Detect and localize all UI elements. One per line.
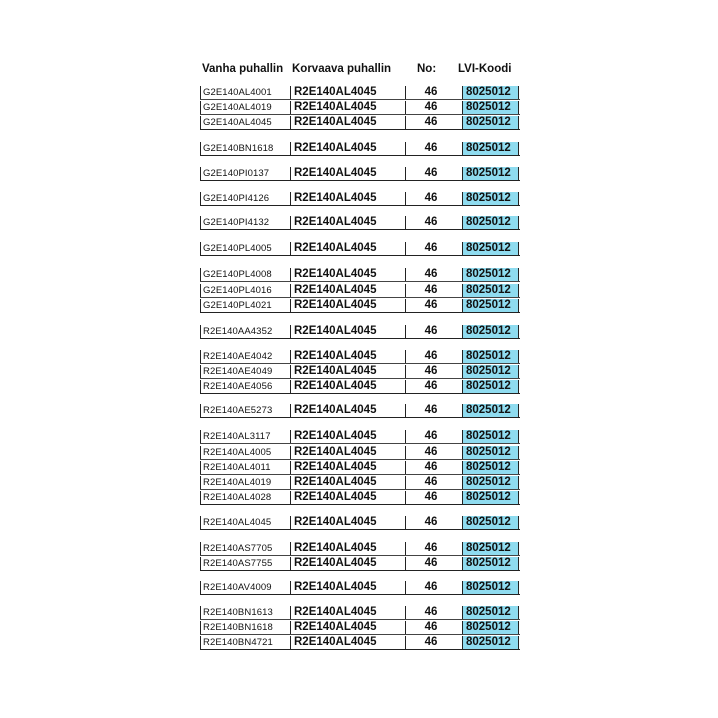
old-fan-cell: R2E140AL4019	[200, 476, 291, 489]
row-divider	[200, 180, 520, 181]
table-row	[0, 86, 718, 100]
row-divider	[200, 338, 520, 339]
old-fan-cell: R2E140AE4056	[200, 380, 291, 393]
old-fan-cell: G2E140AL4019	[200, 101, 291, 114]
old-fan-cell: G2E140PL4021	[200, 299, 291, 312]
table-row	[0, 350, 718, 364]
row-divider	[200, 529, 520, 530]
lvi-code-cell: 8025012	[462, 491, 519, 504]
lvi-code-cell: 8025012	[462, 380, 519, 393]
lvi-code-cell: 8025012	[462, 192, 519, 205]
header-no: No:	[417, 63, 437, 75]
table-row	[0, 542, 718, 556]
lvi-code-cell: 8025012	[462, 557, 519, 570]
lvi-code-cell: 8025012	[462, 636, 519, 649]
old-fan-cell: G2E140PI4132	[200, 216, 291, 229]
lvi-code-cell: 8025012	[462, 299, 519, 312]
lvi-code-cell: 8025012	[462, 476, 519, 489]
row-divider	[200, 570, 520, 571]
no-cell: 46	[405, 461, 456, 474]
replacement-fan-cell: R2E140AL4045	[290, 542, 409, 555]
old-fan-cell: R2E140AL4011	[200, 461, 291, 474]
lvi-code-cell: 8025012	[462, 284, 519, 297]
row-divider	[200, 255, 520, 256]
old-fan-cell: G2E140PI4126	[200, 192, 291, 205]
replacement-fan-cell: R2E140AL4045	[290, 461, 409, 474]
replacement-fan-cell: R2E140AL4045	[290, 516, 409, 529]
row-divider	[200, 634, 520, 635]
lvi-code-cell: 8025012	[462, 581, 519, 594]
no-cell: 46	[405, 167, 456, 180]
table-row	[0, 430, 718, 444]
row-divider	[200, 393, 520, 394]
replacement-fan-cell: R2E140AL4045	[290, 192, 409, 205]
no-cell: 46	[405, 242, 456, 255]
old-fan-cell: R2E140AE4042	[200, 350, 291, 363]
row-divider	[200, 114, 520, 115]
table-row	[0, 325, 718, 339]
no-cell: 46	[405, 491, 456, 504]
no-cell: 46	[405, 446, 456, 459]
replacement-fan-cell: R2E140AL4045	[290, 268, 409, 281]
row-divider	[200, 417, 520, 418]
no-cell: 46	[405, 516, 456, 529]
replacement-fan-cell: R2E140AL4045	[290, 116, 409, 129]
row-divider	[200, 363, 520, 364]
table-row	[0, 621, 718, 635]
no-cell: 46	[405, 404, 456, 417]
no-cell: 46	[405, 116, 456, 129]
row-divider	[200, 649, 520, 650]
lvi-code-cell: 8025012	[462, 86, 519, 99]
replacement-fan-cell: R2E140AL4045	[290, 606, 409, 619]
lvi-code-cell: 8025012	[462, 461, 519, 474]
table-row	[0, 557, 718, 571]
lvi-code-cell: 8025012	[462, 325, 519, 338]
table-row	[0, 380, 718, 394]
table-row	[0, 101, 718, 115]
row-divider	[200, 297, 520, 298]
old-fan-cell: G2E140AL4045	[200, 116, 291, 129]
replacement-fan-cell: R2E140AL4045	[290, 491, 409, 504]
lvi-code-cell: 8025012	[462, 142, 519, 155]
old-fan-cell: R2E140AV4009	[200, 581, 291, 594]
old-fan-cell: R2E140AL3117	[200, 430, 291, 443]
table-row	[0, 116, 718, 130]
replacement-fan-cell: R2E140AL4045	[290, 284, 409, 297]
replacement-fan-cell: R2E140AL4045	[290, 325, 409, 338]
table-row	[0, 581, 718, 595]
lvi-code-cell: 8025012	[462, 268, 519, 281]
old-fan-cell: R2E140AL4028	[200, 491, 291, 504]
table-row	[0, 192, 718, 206]
lvi-code-cell: 8025012	[462, 621, 519, 634]
row-divider	[200, 99, 520, 100]
old-fan-cell: R2E140AE4049	[200, 365, 291, 378]
table-row	[0, 491, 718, 505]
table-row	[0, 516, 718, 530]
replacement-fan-cell: R2E140AL4045	[290, 557, 409, 570]
row-divider	[200, 129, 520, 130]
table-row	[0, 365, 718, 379]
table-row	[0, 299, 718, 313]
table-row	[0, 606, 718, 620]
no-cell: 46	[405, 636, 456, 649]
table-row	[0, 476, 718, 490]
replacement-fan-cell: R2E140AL4045	[290, 350, 409, 363]
no-cell: 46	[405, 86, 456, 99]
table-row	[0, 446, 718, 460]
replacement-fan-cell: R2E140AL4045	[290, 446, 409, 459]
replacement-fan-cell: R2E140AL4045	[290, 430, 409, 443]
row-divider	[200, 555, 520, 556]
replacement-fan-cell: R2E140AL4045	[290, 242, 409, 255]
table-row	[0, 404, 718, 418]
no-cell: 46	[405, 299, 456, 312]
old-fan-cell: R2E140BN1618	[200, 621, 291, 634]
table-row	[0, 636, 718, 650]
old-fan-cell: G2E140PL4008	[200, 268, 291, 281]
no-cell: 46	[405, 430, 456, 443]
lvi-code-cell: 8025012	[462, 101, 519, 114]
no-cell: 46	[405, 380, 456, 393]
lvi-code-cell: 8025012	[462, 516, 519, 529]
table-row	[0, 167, 718, 181]
no-cell: 46	[405, 325, 456, 338]
header-old-fan: Vanha puhallin	[202, 63, 284, 75]
lvi-code-cell: 8025012	[462, 216, 519, 229]
replacement-fan-cell: R2E140AL4045	[290, 380, 409, 393]
row-divider	[200, 594, 520, 595]
replacement-fan-cell: R2E140AL4045	[290, 621, 409, 634]
old-fan-cell: R2E140AS7755	[200, 557, 291, 570]
replacement-fan-cell: R2E140AL4045	[290, 476, 409, 489]
no-cell: 46	[405, 192, 456, 205]
row-divider	[200, 229, 520, 230]
row-divider	[200, 378, 520, 379]
no-cell: 46	[405, 350, 456, 363]
no-cell: 46	[405, 476, 456, 489]
old-fan-cell: G2E140PL4005	[200, 242, 291, 255]
old-fan-cell: G2E140PI0137	[200, 167, 291, 180]
lvi-code-cell: 8025012	[462, 430, 519, 443]
replacement-fan-cell: R2E140AL4045	[290, 581, 409, 594]
no-cell: 46	[405, 621, 456, 634]
row-divider	[200, 443, 520, 444]
row-divider	[200, 504, 520, 505]
replacement-fan-cell: R2E140AL4045	[290, 101, 409, 114]
old-fan-cell: G2E140AL4001	[200, 86, 291, 99]
header-replacement-fan: Korvaava puhallin	[292, 63, 392, 75]
no-cell: 46	[405, 557, 456, 570]
no-cell: 46	[405, 101, 456, 114]
lvi-code-cell: 8025012	[462, 404, 519, 417]
table-row	[0, 461, 718, 475]
lvi-code-cell: 8025012	[462, 116, 519, 129]
replacement-fan-cell: R2E140AL4045	[290, 299, 409, 312]
no-cell: 46	[405, 606, 456, 619]
row-divider	[200, 619, 520, 620]
replacement-fan-cell: R2E140AL4045	[290, 365, 409, 378]
old-fan-cell: R2E140AS7705	[200, 542, 291, 555]
no-cell: 46	[405, 284, 456, 297]
old-fan-cell: G2E140BN1618	[200, 142, 291, 155]
replacement-fan-cell: R2E140AL4045	[290, 86, 409, 99]
no-cell: 46	[405, 365, 456, 378]
table-row	[0, 284, 718, 298]
lvi-code-cell: 8025012	[462, 350, 519, 363]
replacement-fan-cell: R2E140AL4045	[290, 142, 409, 155]
no-cell: 46	[405, 542, 456, 555]
lvi-code-cell: 8025012	[462, 167, 519, 180]
old-fan-cell: R2E140AA4352	[200, 325, 291, 338]
old-fan-cell: R2E140AL4005	[200, 446, 291, 459]
old-fan-cell: R2E140BN1613	[200, 606, 291, 619]
row-divider	[200, 281, 520, 282]
header-lvi-code: LVI-Koodi	[458, 63, 512, 75]
row-divider	[200, 155, 520, 156]
no-cell: 46	[405, 216, 456, 229]
row-divider	[200, 474, 520, 475]
lvi-code-cell: 8025012	[462, 242, 519, 255]
old-fan-cell: G2E140PL4016	[200, 284, 291, 297]
table-row	[0, 268, 718, 282]
replacement-fan-cell: R2E140AL4045	[290, 636, 409, 649]
table-row	[0, 242, 718, 256]
row-divider	[200, 489, 520, 490]
replacement-fan-cell: R2E140AL4045	[290, 167, 409, 180]
no-cell: 46	[405, 268, 456, 281]
replacement-fan-cell: R2E140AL4045	[290, 404, 409, 417]
no-cell: 46	[405, 581, 456, 594]
replacement-fan-cell: R2E140AL4045	[290, 216, 409, 229]
row-divider	[200, 312, 520, 313]
row-divider	[200, 205, 520, 206]
lvi-code-cell: 8025012	[462, 446, 519, 459]
row-divider	[200, 459, 520, 460]
lvi-code-cell: 8025012	[462, 542, 519, 555]
table-row	[0, 142, 718, 156]
old-fan-cell: R2E140AE5273	[200, 404, 291, 417]
lvi-code-cell: 8025012	[462, 365, 519, 378]
no-cell: 46	[405, 142, 456, 155]
table-row	[0, 216, 718, 230]
old-fan-cell: R2E140AL4045	[200, 516, 291, 529]
old-fan-cell: R2E140BN4721	[200, 636, 291, 649]
lvi-code-cell: 8025012	[462, 606, 519, 619]
